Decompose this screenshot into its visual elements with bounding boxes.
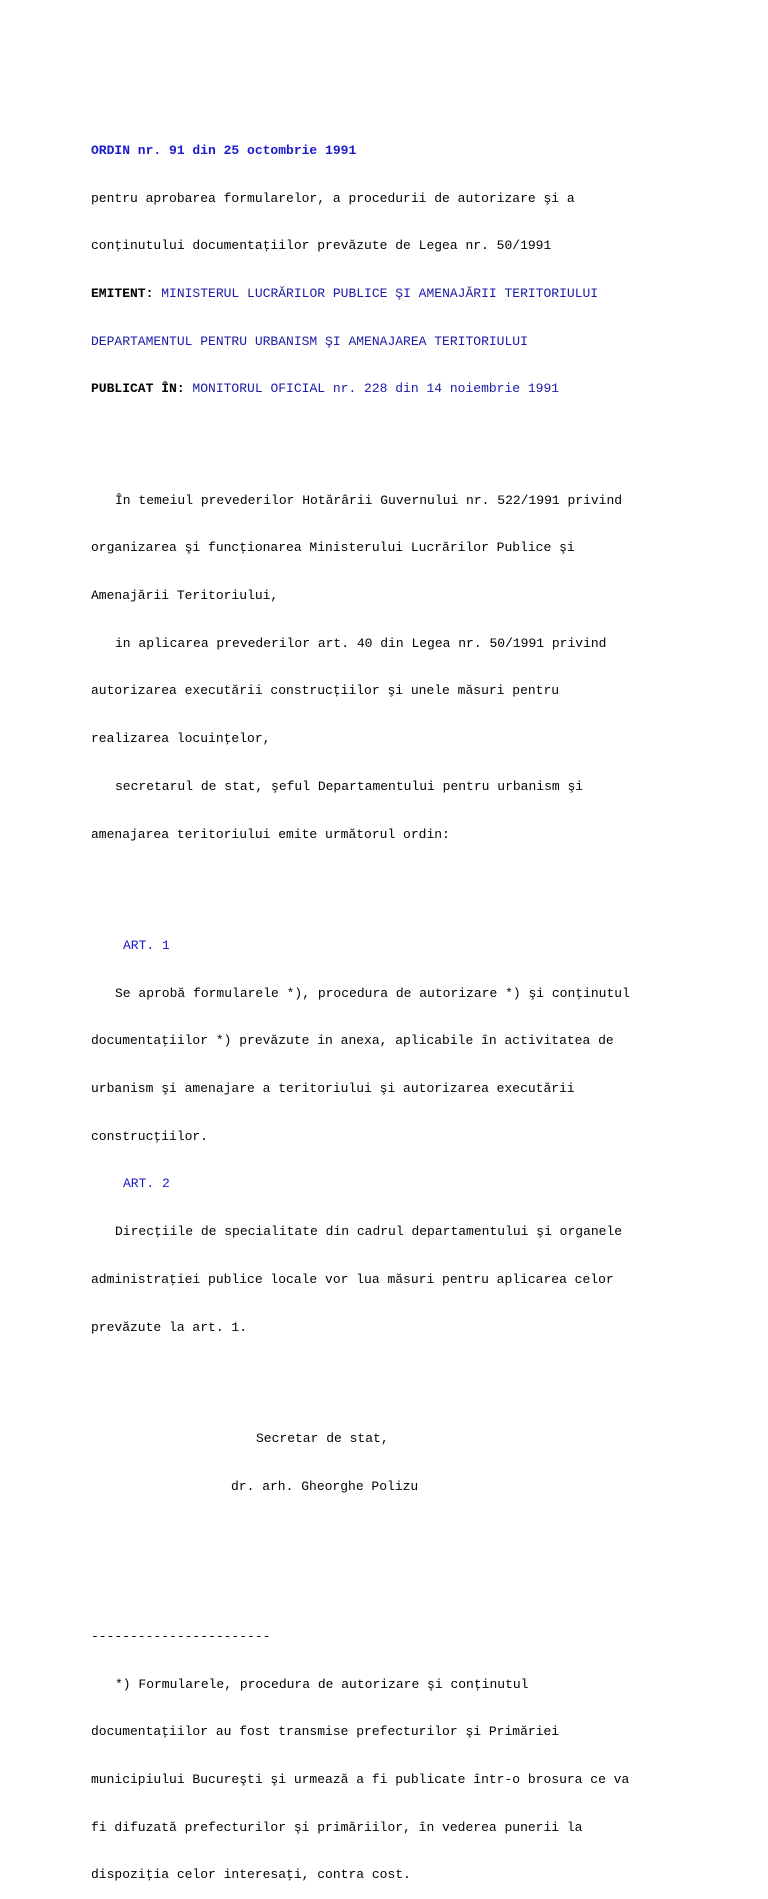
preamble-line: secretarul de stat, şeful Departamentului pentru urbanism şi <box>115 778 584 794</box>
preamble-line: realizarea locuinţelor, <box>91 731 271 747</box>
article-1-line: construcţiilor. <box>91 1128 209 1144</box>
footnote-line: *) Formularele, procedura de autorizare şi conţinutul <box>115 1676 529 1692</box>
preamble-line: organizarea şi funcţionarea Ministerului Lucrărilor Publice şi <box>91 540 575 556</box>
publicat-label: PUBLICAT ÎN: <box>91 381 185 397</box>
preamble-line: amenajarea teritoriului emite următorul ordin: <box>91 826 450 842</box>
footnote-line: dispoziţia celor interesaţi, contra cost. <box>91 1867 411 1883</box>
preamble-line: Amenajării Teritoriului, <box>91 588 279 604</box>
footnote-line: municipiului Bucureşti şi urmează a fi publicate într-o brosura ce va <box>91 1772 630 1788</box>
preamble-line: autorizarea executării construcţiilor şi unele măsuri pentru <box>91 683 560 699</box>
footnote-line: documentaţiilor au fost transmise prefecturilor şi Primăriei <box>91 1724 560 1740</box>
preamble-line: in aplicarea prevederilor art. 40 din Legea nr. 50/1991 privind <box>115 635 607 651</box>
preamble-line: În temeiul prevederilor Hotărârii Guvernului nr. 522/1991 privind <box>115 492 623 508</box>
article-1-heading[interactable]: ART. 1 <box>123 937 170 953</box>
footnote-line: fi difuzată prefecturilor şi primăriilor, în vederea punerii la <box>91 1819 583 1835</box>
article-2-heading[interactable]: ART. 2 <box>123 1176 170 1192</box>
document-body <box>91 111 731 1899</box>
signature-role: Secretar de stat, <box>256 1430 389 1446</box>
article-2-line: administraţiei publice locale vor lua măsuri pentru aplicarea celor <box>91 1271 614 1287</box>
document-subtitle-line: pentru aprobarea formularelor, a procedurii de autorizare şi a <box>91 190 575 206</box>
signature-name: dr. arh. Gheorghe Polizu <box>231 1478 419 1494</box>
emitent-value-continued: DEPARTAMENTUL PENTRU URBANISM ŞI AMENAJAREA TERITORIULUI <box>91 333 528 349</box>
footnote-separator: ----------------------- <box>91 1628 271 1644</box>
document-subtitle-line: conţinutului documentaţiilor prevăzute de Legea nr. 50/1991 <box>91 238 552 254</box>
article-1-line: Se aprobă formularele *), procedura de autorizare *) şi conţinutul <box>115 985 630 1001</box>
emitent-value: MINISTERUL LUCRĂRILOR PUBLICE ŞI AMENAJĂRII TERITORIULUI <box>153 285 599 301</box>
article-2-line: Direcţiile de specialitate din cadrul departamentului şi organele <box>115 1224 623 1240</box>
publicat-value: MONITORUL OFICIAL nr. 228 din 14 noiembrie 1991 <box>184 381 560 397</box>
emitent-label: EMITENT: <box>91 285 154 301</box>
document-title: ORDIN nr. 91 din 25 octombrie 1991 <box>91 142 357 158</box>
article-2-line: prevăzute la art. 1. <box>91 1319 248 1335</box>
article-1-line: urbanism şi amenajare a teritoriului şi autorizarea executării <box>91 1080 575 1096</box>
emitent-row <box>91 286 731 302</box>
publicat-row <box>91 381 731 397</box>
article-1-line: documentaţiilor *) prevăzute in anexa, aplicabile în activitatea de <box>91 1033 614 1049</box>
